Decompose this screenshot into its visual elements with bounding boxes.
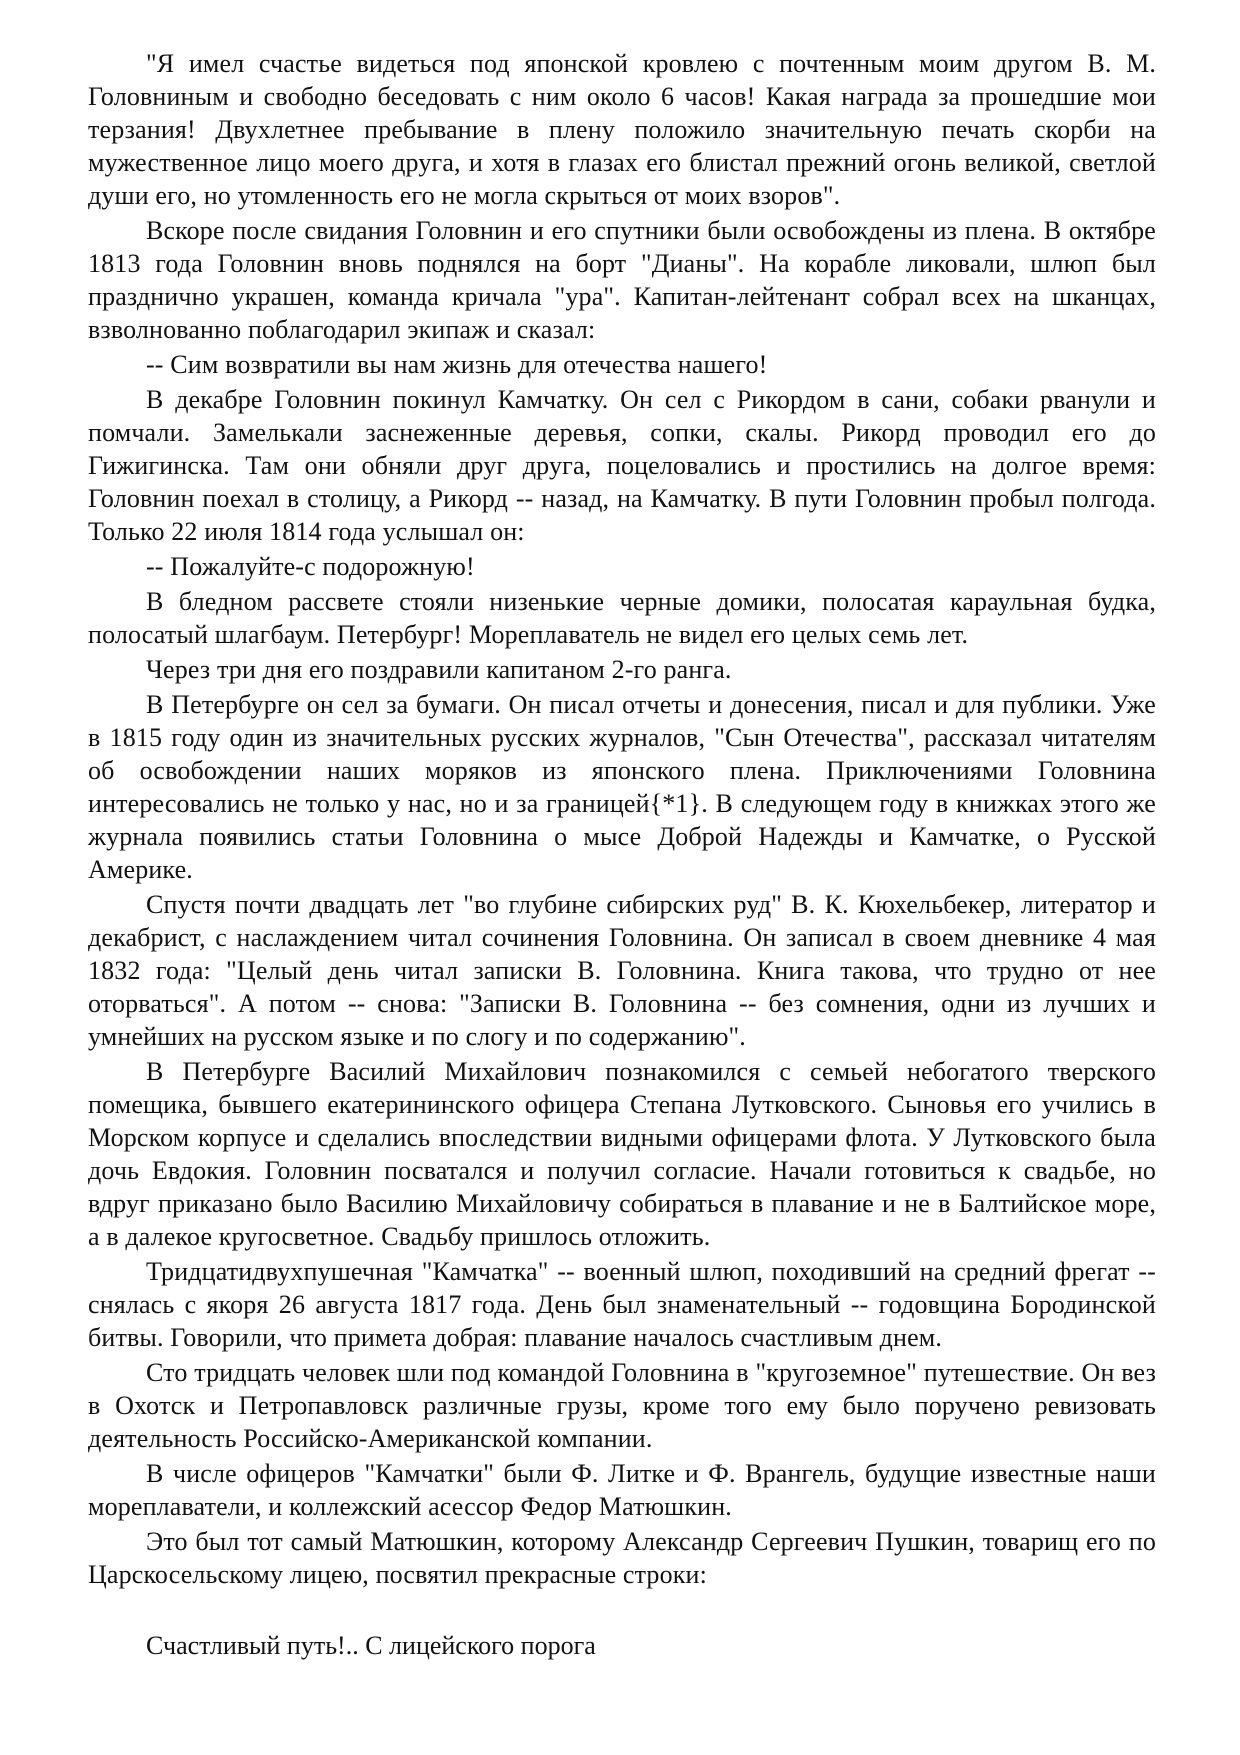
paragraph-2: Вскоре после свидания Головнин и его спутники были освобождены из плена. В октябре 1813 года Головнин вновь поднялся на борт "Дианы". На корабле ликовали, шлюп был празднично украшен, команда кричала "ура". Капитан-лейтенант собрал всех на шканцах, взволнованно поблагодарил экипаж и сказал: (88, 216, 1156, 344)
paragraph-8: В Петербурге он сел за бумаги. Он писал отчеты и донесения, писал и для публики. Уже в 1815 году один из значительных русских журналов, "Сын Отечества", рассказал читателям об освобождении наших моряков из японского плена. Приключениями Головнина интересовались не только у нас, но и за границей{*1}. В следующем году в книжках этого же журнала появились статьи Головнина о мысе Доброй Надежды и Камчатке, о Русской Америке. (88, 690, 1156, 884)
paragraph-14: Это был тот самый Матюшкин, которому Александр Сергеевич Пушкин, товарищ его по Царскосельскому лицею, посвятил прекрасные строки: (88, 1527, 1156, 1589)
paragraph-5: -- Пожалуйте-с подорожную! (146, 552, 475, 581)
verse-line: Счастливый путь!.. С лицейского порога (146, 1631, 596, 1660)
paragraph-1: "Я имел счастье видеться под японской кровлею с почтенным моим другом В. М. Головниным и свободно беседовать с ним около 6 часов! Какая награда за прошедшие мои терзания! Двухлетнее пребывание в плену положило значительную печать скорби на мужественное лицо моего друга, и хотя в глазах его блистал прежний огонь великой, светлой души его, но утомленность его не могла скрыться от моих взоров". (88, 49, 1156, 210)
paragraph-3: -- Сим возвратили вы нам жизнь для отечества нашего! (146, 350, 768, 379)
paragraph-4: В декабре Головнин покинул Камчатку. Он сел с Рикордом в сани, собаки рванули и помчали. Замелькали заснеженные деревья, сопки, скалы. Рикорд проводил его до Гижигинска. Там они обняли друг друга, поцеловались и простились на долгое время: Головнин поехал в столицу, а Рикорд -- назад, на Камчатку. В пути Головнин пробыл полгода. Только 22 июля 1814 года услышал он: (88, 385, 1156, 546)
paragraph-13: В числе офицеров "Камчатки" были Ф. Литке и Ф. Врангель, будущие известные наши мореплаватели, и коллежский асессор Федор Матюшкин. (88, 1459, 1156, 1521)
paragraph-7: Через три дня его поздравили капитаном 2-го ранга. (146, 655, 732, 684)
paragraph-12: Сто тридцать человек шли под командой Головнина в "кругоземное" путешествие. Он вез в Охотск и Петропавловск различные грузы, кроме того ему было поручено ревизовать деятельность Российско-Американской компании. (88, 1358, 1156, 1453)
paragraph-6: В бледном рассвете стояли низенькие черные домики, полосатая караульная будка, полосатый шлагбаум. Петербург! Мореплаватель не видел его целых семь лет. (88, 587, 1156, 649)
paragraph-9: Спустя почти двадцать лет "во глубине сибирских руд" В. К. Кюхельбекер, литератор и декабрист, с наслаждением читал сочинения Головнина. Он записал в своем дневнике 4 мая 1832 года: "Целый день читал записки В. Головнина. Книга такова, что трудно от нее оторваться". А потом -- снова: "Записки В. Головнина -- без сомнения, одни из лучших и умнейших на русском языке и по слогу и по содержанию". (88, 890, 1156, 1051)
text-column (88, 47, 1156, 1662)
paragraph-10: В Петербурге Василий Михайлович познакомился с семьей небогатого тверского помещика, бывшего екатерининского офицера Степана Лутковского. Сыновья его учились в Морском корпусе и сделались впоследствии видными офицерами флота. У Лутковского была дочь Евдокия. Головнин посватался и получил согласие. Начали готовиться к свадьбе, но вдруг приказано было Василию Михайловичу собираться в плавание и не в Балтийское море, а в далекое кругосветное. Свадьбу пришлось отложить. (88, 1057, 1156, 1251)
paragraph-11: Тридцатидвухпушечная "Камчатка" -- военный шлюп, походивший на средний фрегат -- снялась с якоря 26 августа 1817 года. День был знаменательный -- годовщина Бородинской битвы. Говорили, что примета добрая: плавание началось счастливым днем. (88, 1257, 1156, 1352)
